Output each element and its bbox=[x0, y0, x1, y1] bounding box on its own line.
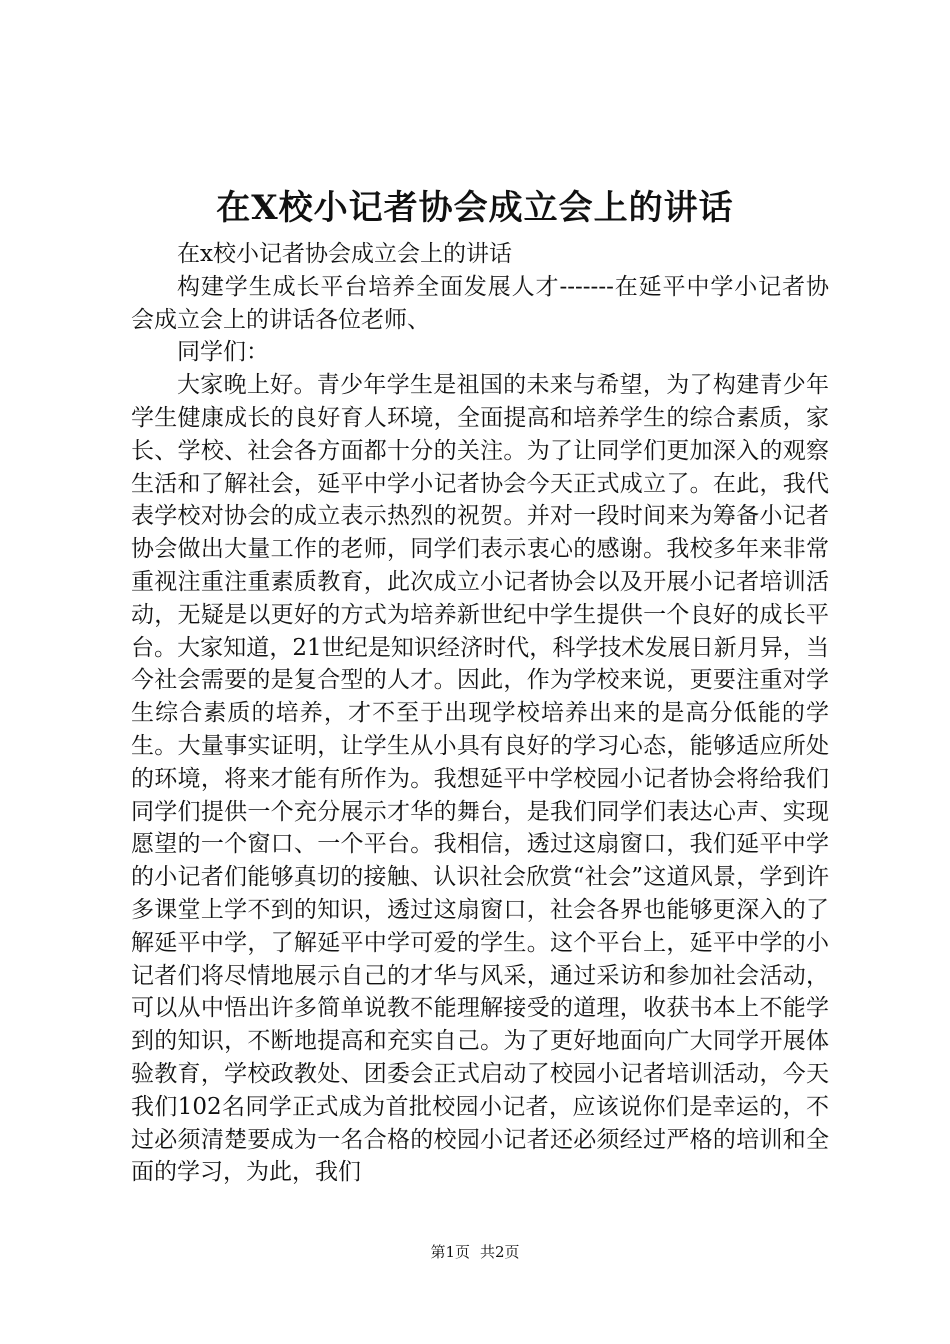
document-body bbox=[131, 238, 829, 1189]
paragraph-heading: 构建学生成长平台培养全面发展人才-------在延平中学小记者协会成立会上的讲话各位老师、 bbox=[131, 273, 829, 333]
paragraph-main: 大家晚上好。青少年学生是祖国的未来与希望，为了构建青少年学生健康成长的良好育人环境，全面提高和培养学生的综合素质，家长、学校、社会各方面都十分的关注。为了让同学们更加深入的观察生活和了解社会，延平中学小记者协会今天正式成立了。在此，我代表学校对协会的成立表示热烈的祝贺。并对一段时间来为筹备小记者协会做出大量工作的老师，同学们表示衷心的感谢。我校多年来非常重视注重注重素质教育，此次成立小记者协会以及开展小记者培训活动，无疑是以更好的方式为培养新世纪中学生提供一个良好的成长平台。大家知道，21世纪是知识经济时代，科学技术发展日新月异，当今社会需要的是复合型的人才。因此，作为学校来说，更要注重对学生综合素质的培养，才不至于出现学校培养出来的是高分低能的学生。大量事实证明，让学生从小具有良好的学习心态，能够适应所处的环境，将来才能有所作为。我想延平中学校园小记者协会将给我们同学们提供一个充分展示才华的舞台，是我们同学们表达心声、实现愿望的一个窗口、一个平台。我相信，透过这扇窗口，我们延平中学的小记者们能够真切的接触、认识社会欣赏“社会”这道风景，学到许多课堂上学不到的知识，透过这扇窗口，社会各界也能够更深入的了解延平中学，了解延平中学可爱的学生。这个平台上，延平中学的小记者们将尽情地展示自己的才华与风采，通过采访和参加社会活动，可以从中悟出许多简单说教不能理解接受的道理，收获书本上不能学到的知识，不断地提高和充实自己。为了更好地面向广大同学开展体验教育，学校政教处、团委会正式启动了校园小记者培训活动，今天我们102名同学正式成为首批校园小记者，应该说你们是幸运的，不过必须清楚要成为一名合格的校园小记者还必须经过严格的培训和全面的学习，为此，我们 bbox=[131, 372, 829, 1186]
document-title: 在X校小记者协会成立会上的讲话 bbox=[216, 188, 734, 228]
page-total: 共2页 bbox=[480, 1243, 520, 1261]
paragraph-greeting: 同学们： bbox=[177, 339, 269, 366]
paragraph-subtitle: 在x校小记者协会成立会上的讲话 bbox=[177, 241, 512, 267]
page-footer bbox=[0, 1242, 950, 1262]
page-number: 第1页 bbox=[430, 1243, 470, 1261]
